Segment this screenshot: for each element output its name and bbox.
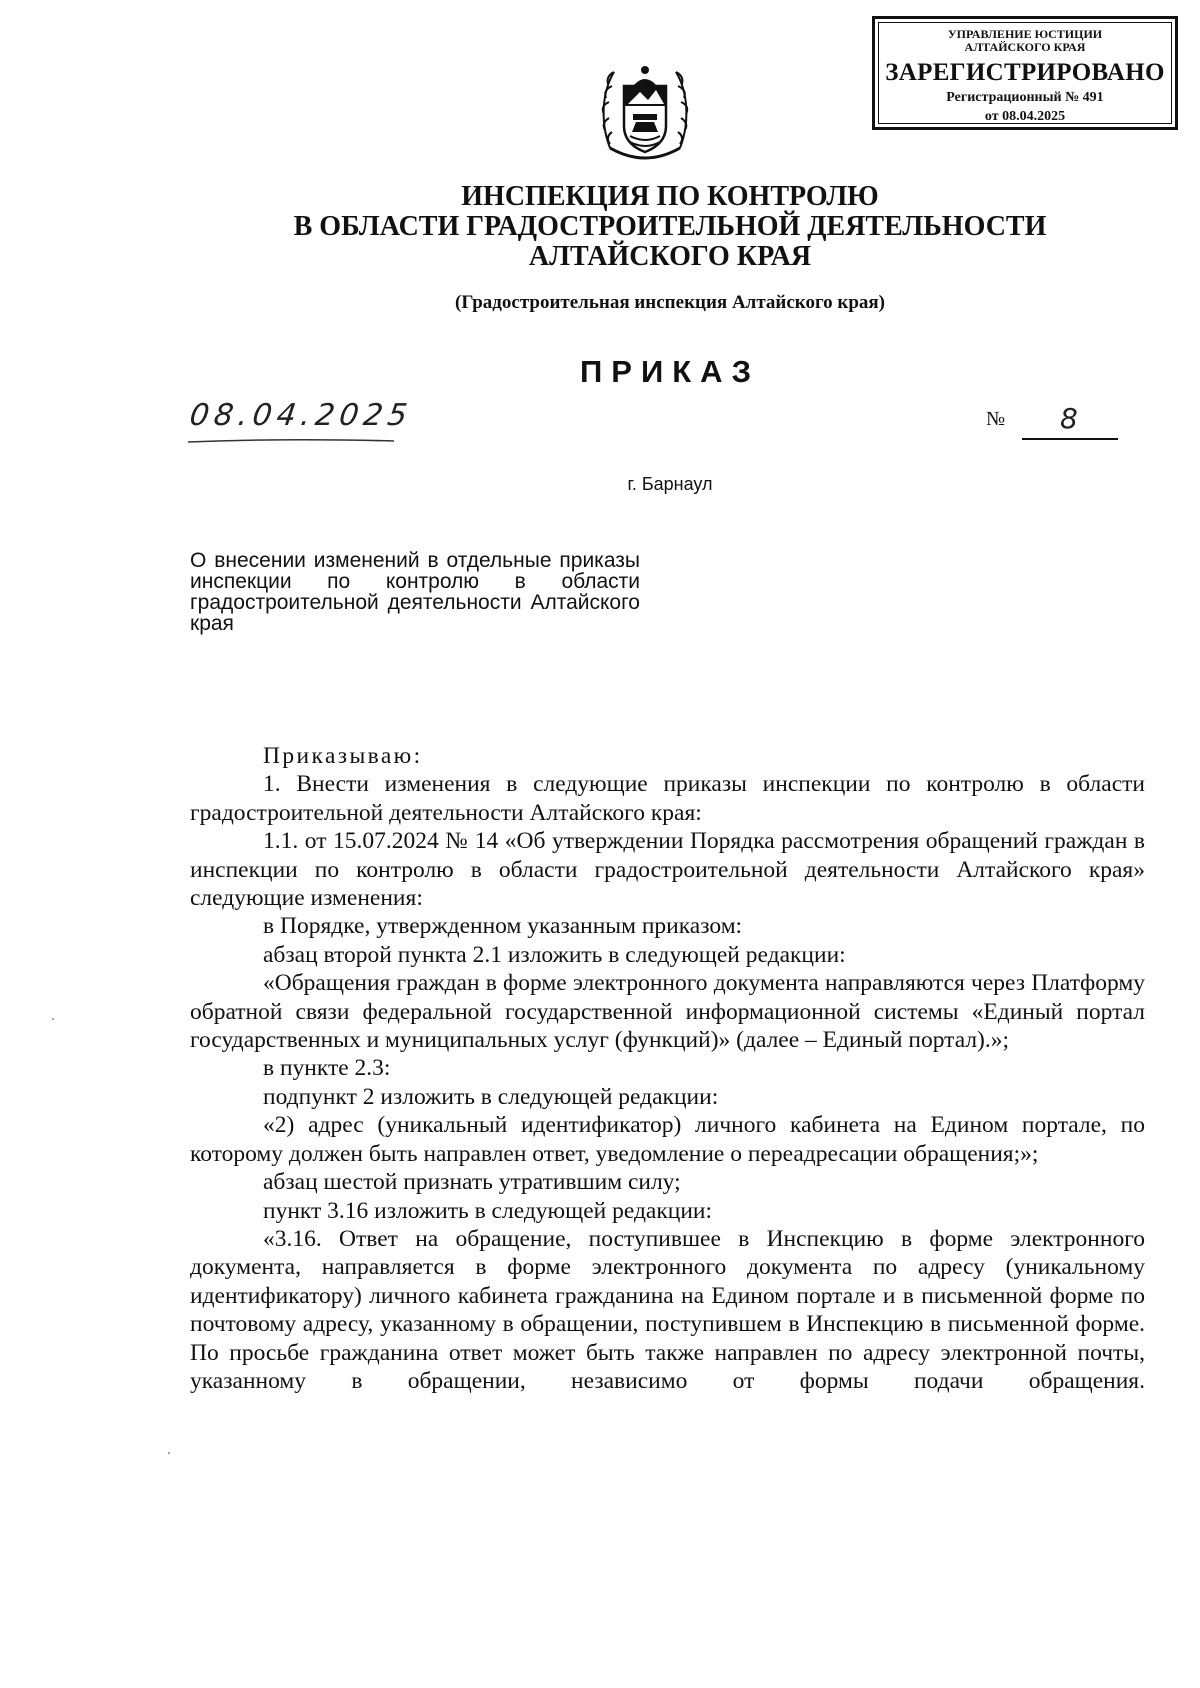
org-name-line-2: В ОБЛАСТИ ГРАДОСТРОИТЕЛЬНОЙ ДЕЯТЕЛЬНОСТИ [293, 211, 1047, 242]
scan-speck [52, 1018, 54, 1020]
order-body [190, 742, 1145, 1395]
date-underline [186, 436, 398, 446]
order-date-handwritten: 08.04.2025 [187, 398, 415, 433]
stamp-reg-number: Регистрационный № 491 [946, 90, 1104, 105]
body-paragraph: в Порядке, утвержденном указанным приказом: [263, 913, 743, 940]
body-paragraph: «2) адрес (уникальный идентификатор) личного кабинета на Едином портале, по которому должен быть направлен ответ, уведомление о переадресации обращения;»; [190, 1112, 1145, 1167]
body-paragraph: в пункте 2.3: [263, 1055, 391, 1082]
body-paragraph: абзац шестой признать утратившим силу; [263, 1169, 681, 1196]
org-name-line-3: АЛТАЙСКОГО КРАЯ [528, 241, 812, 272]
stamp-org-line-2: АЛТАЙСКОГО КРАЯ [964, 40, 1086, 54]
body-paragraph: подпункт 2 изложить в следующей редакции: [263, 1083, 719, 1110]
order-number-line [1022, 438, 1118, 440]
stamp-status: ЗАРЕГИСТРИРОВАНО [885, 59, 1165, 86]
organization-name [180, 182, 1160, 272]
body-paragraph: 1.1. от 15.07.2024 № 14 «Об утверждении Порядка рассмотрения обращений граждан в инспекции по контролю в области градостроительной деятельности Алтайского края» следующие изменения: [190, 828, 1145, 912]
body-paragraph: «Обращения граждан в форме электронного документа направляются через Платформу обратной связи федеральной государственной информационной системы «Единый портал государственных и муниципальных услуг (функций)» (далее – Единый портал).»; [190, 970, 1145, 1054]
order-number-handwritten: 8 [1060, 402, 1078, 435]
registration-stamp [872, 16, 1178, 130]
order-number-label: № [986, 408, 1006, 430]
stamp-reg-date: от 08.04.2025 [984, 109, 1066, 124]
body-paragraph: абзац второй пункта 2.1 изложить в следующей редакции: [263, 941, 846, 968]
body-paragraph: пункт 3.16 изложить в следующей редакции: [263, 1197, 713, 1224]
org-name-line-1: ИНСПЕКЦИЯ ПО КОНТРОЛЮ [461, 181, 879, 212]
body-paragraph: Приказываю: [263, 743, 423, 769]
coat-of-arms-icon [600, 52, 690, 168]
body-paragraph: 1. Внести изменения в следующие приказы инспекции по контролю в области градостроительной деятельности Алтайского края: [190, 771, 1145, 826]
body-paragraph: «3.16. Ответ на обращение, поступившее в Инспекцию в форме электронного документа, направляется в форме электронного документа по адресу (уникальному идентификатору) личного кабинета гражданина на Едином портале и в письменной форме по почтовому адресу, указанному в обращении, поступившем в Инспекцию в письменной форме. По просьбе гражданина ответ может быть также направлен по адресу электронной почты, указанному в обращении, независимо от формы подачи обращения. [190, 1225, 1145, 1394]
stamp-organization [875, 28, 1175, 54]
order-subject: О внесении изменений в отдельные приказы инспекции по контролю в области градостроительной деятельности Алтайского края [190, 549, 640, 635]
order-city: г. Барнаул [627, 474, 713, 494]
scan-speck [168, 1452, 170, 1454]
document-type-title: ПРИКАЗ [580, 354, 760, 389]
organization-short-name: (Градостроительная инспекция Алтайского края) [455, 292, 885, 313]
stamp-org-line-1: УПРАВЛЕНИЕ ЮСТИЦИИ [947, 27, 1103, 41]
